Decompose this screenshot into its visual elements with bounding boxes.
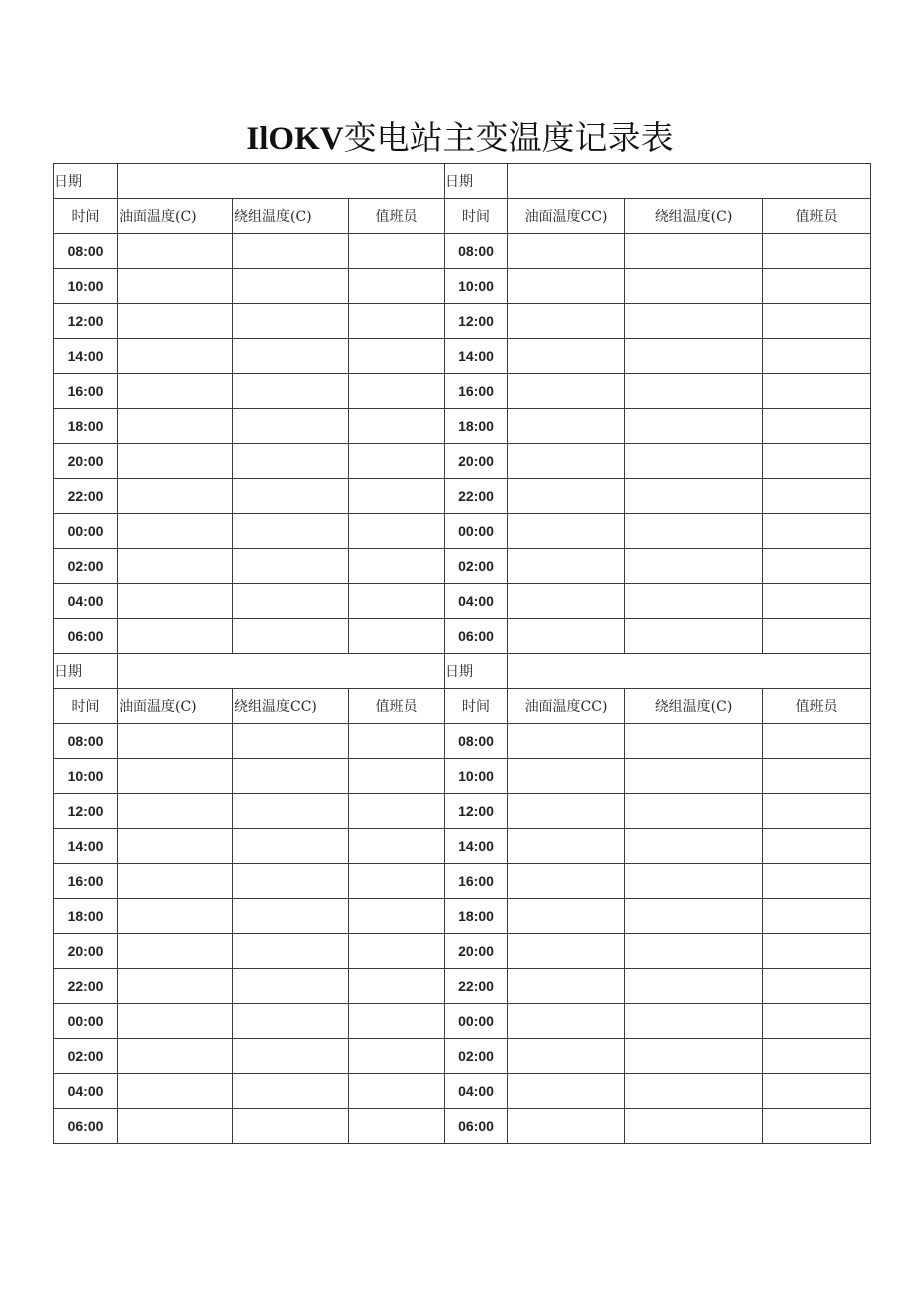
time-cell: 18:00 — [445, 409, 508, 444]
time-cell: 16:00 — [445, 864, 508, 899]
duty-cell[interactable] — [349, 724, 445, 759]
oil-temp-cell[interactable] — [508, 934, 625, 969]
table-row — [54, 444, 871, 479]
date-label: 日期 — [445, 654, 508, 689]
time-cell: 10:00 — [54, 759, 118, 794]
oil-temp-cell[interactable] — [508, 339, 625, 374]
header-row — [54, 689, 871, 724]
winding-temp-cell[interactable] — [233, 759, 349, 794]
oil-temp-cell[interactable] — [118, 619, 233, 654]
duty-cell[interactable] — [763, 304, 871, 339]
duty-cell[interactable] — [349, 934, 445, 969]
page-title — [0, 112, 920, 159]
duty-cell[interactable] — [349, 234, 445, 269]
duty-cell[interactable] — [763, 549, 871, 584]
duty-cell[interactable] — [763, 514, 871, 549]
time-cell: 08:00 — [54, 724, 118, 759]
oil-temp-cell[interactable] — [508, 829, 625, 864]
time-cell: 12:00 — [54, 794, 118, 829]
oil-temp-header: 油面温度(C) — [118, 199, 233, 234]
oil-temp-cell[interactable] — [508, 1074, 625, 1109]
time-cell: 06:00 — [54, 619, 118, 654]
oil-temp-cell[interactable] — [508, 514, 625, 549]
date-label: 日期 — [445, 164, 508, 199]
table-row — [54, 829, 871, 864]
time-cell: 20:00 — [445, 934, 508, 969]
winding-temp-cell[interactable] — [233, 339, 349, 374]
oil-temp-cell[interactable] — [508, 1039, 625, 1074]
duty-cell[interactable] — [349, 339, 445, 374]
time-cell: 08:00 — [445, 724, 508, 759]
duty-cell[interactable] — [763, 1004, 871, 1039]
duty-cell[interactable] — [763, 899, 871, 934]
duty-cell[interactable] — [763, 479, 871, 514]
winding-temp-cell[interactable] — [625, 1074, 763, 1109]
date-row — [54, 654, 871, 689]
winding-temp-cell[interactable] — [625, 934, 763, 969]
time-cell: 12:00 — [445, 794, 508, 829]
table-row — [54, 864, 871, 899]
header-row — [54, 199, 871, 234]
time-header: 时间 — [445, 199, 508, 234]
time-cell: 00:00 — [54, 514, 118, 549]
time-cell: 08:00 — [54, 234, 118, 269]
duty-cell[interactable] — [349, 794, 445, 829]
oil-temp-cell[interactable] — [508, 269, 625, 304]
table-row — [54, 724, 871, 759]
time-cell: 10:00 — [54, 269, 118, 304]
duty-cell[interactable] — [349, 479, 445, 514]
winding-temp-cell[interactable] — [625, 549, 763, 584]
table-row — [54, 619, 871, 654]
time-cell: 18:00 — [54, 899, 118, 934]
oil-temp-cell[interactable] — [118, 759, 233, 794]
oil-temp-cell[interactable] — [118, 724, 233, 759]
winding-temp-cell[interactable] — [233, 1074, 349, 1109]
time-cell: 16:00 — [54, 864, 118, 899]
oil-temp-cell[interactable] — [508, 479, 625, 514]
time-cell: 16:00 — [54, 374, 118, 409]
oil-temp-cell[interactable] — [118, 934, 233, 969]
time-cell: 20:00 — [54, 444, 118, 479]
duty-cell[interactable] — [349, 864, 445, 899]
table-row — [54, 514, 871, 549]
oil-temp-cell[interactable] — [118, 969, 233, 1004]
time-cell: 16:00 — [445, 374, 508, 409]
oil-temp-cell[interactable] — [508, 724, 625, 759]
oil-temp-cell[interactable] — [508, 374, 625, 409]
oil-temp-cell[interactable] — [508, 1004, 625, 1039]
duty-cell[interactable] — [349, 1039, 445, 1074]
winding-temp-cell[interactable] — [625, 1004, 763, 1039]
time-cell: 00:00 — [445, 514, 508, 549]
duty-cell[interactable] — [349, 619, 445, 654]
winding-temp-cell[interactable] — [625, 1039, 763, 1074]
duty-cell[interactable] — [763, 269, 871, 304]
winding-temp-cell[interactable] — [233, 269, 349, 304]
time-cell: 20:00 — [445, 444, 508, 479]
table-row — [54, 1004, 871, 1039]
winding-temp-cell[interactable] — [625, 234, 763, 269]
oil-temp-header: 油面温度(C) — [118, 689, 233, 724]
winding-temp-cell[interactable] — [233, 934, 349, 969]
oil-temp-cell[interactable] — [118, 269, 233, 304]
duty-cell[interactable] — [349, 899, 445, 934]
winding-temp-cell[interactable] — [625, 969, 763, 1004]
duty-cell[interactable] — [763, 1109, 871, 1144]
oil-temp-cell[interactable] — [118, 549, 233, 584]
winding-temp-cell[interactable] — [625, 374, 763, 409]
duty-cell[interactable] — [349, 969, 445, 1004]
winding-temp-cell[interactable] — [625, 724, 763, 759]
date-field[interactable] — [508, 164, 871, 199]
table-row — [54, 794, 871, 829]
oil-temp-cell[interactable] — [508, 759, 625, 794]
winding-temp-cell[interactable] — [233, 1004, 349, 1039]
time-header: 时间 — [445, 689, 508, 724]
duty-cell[interactable] — [763, 759, 871, 794]
time-cell: 00:00 — [54, 1004, 118, 1039]
duty-cell[interactable] — [349, 829, 445, 864]
table-row — [54, 479, 871, 514]
winding-temp-cell[interactable] — [233, 409, 349, 444]
duty-cell[interactable] — [349, 584, 445, 619]
table-row — [54, 899, 871, 934]
winding-temp-cell[interactable] — [625, 269, 763, 304]
winding-temp-header: 绕组温度(C) — [625, 199, 763, 234]
time-cell: 02:00 — [445, 549, 508, 584]
oil-temp-cell[interactable] — [118, 794, 233, 829]
winding-temp-cell[interactable] — [233, 794, 349, 829]
time-cell: 10:00 — [445, 759, 508, 794]
time-cell: 02:00 — [54, 1039, 118, 1074]
time-cell: 04:00 — [445, 584, 508, 619]
oil-temp-cell[interactable] — [118, 479, 233, 514]
winding-temp-cell[interactable] — [233, 1039, 349, 1074]
oil-temp-cell[interactable] — [118, 1039, 233, 1074]
time-cell: 04:00 — [445, 1074, 508, 1109]
winding-temp-cell[interactable] — [625, 339, 763, 374]
oil-temp-cell[interactable] — [508, 409, 625, 444]
winding-temp-cell[interactable] — [233, 724, 349, 759]
oil-temp-cell[interactable] — [508, 864, 625, 899]
table-row — [54, 234, 871, 269]
oil-temp-cell[interactable] — [118, 864, 233, 899]
table-row — [54, 759, 871, 794]
time-cell: 12:00 — [54, 304, 118, 339]
oil-temp-cell[interactable] — [508, 549, 625, 584]
duty-cell[interactable] — [763, 234, 871, 269]
table-row — [54, 339, 871, 374]
duty-cell[interactable] — [763, 1074, 871, 1109]
duty-cell[interactable] — [763, 444, 871, 479]
oil-temp-cell[interactable] — [508, 584, 625, 619]
oil-temp-cell[interactable] — [118, 1109, 233, 1144]
time-cell: 10:00 — [445, 269, 508, 304]
time-cell: 22:00 — [445, 479, 508, 514]
duty-cell[interactable] — [763, 1039, 871, 1074]
time-cell: 06:00 — [445, 1109, 508, 1144]
duty-cell[interactable] — [763, 619, 871, 654]
title-latin: IlOKV — [246, 121, 344, 157]
date-field[interactable] — [118, 654, 445, 689]
winding-temp-cell[interactable] — [625, 619, 763, 654]
oil-temp-cell[interactable] — [118, 514, 233, 549]
oil-temp-cell[interactable] — [508, 794, 625, 829]
time-cell: 02:00 — [54, 549, 118, 584]
duty-cell[interactable] — [763, 584, 871, 619]
time-cell: 12:00 — [445, 304, 508, 339]
oil-temp-cell[interactable] — [508, 969, 625, 1004]
duty-header: 值班员 — [763, 689, 871, 724]
table-row — [54, 1039, 871, 1074]
duty-cell[interactable] — [349, 549, 445, 584]
oil-temp-cell[interactable] — [118, 829, 233, 864]
oil-temp-cell[interactable] — [508, 899, 625, 934]
date-label: 日期 — [54, 654, 118, 689]
table-row — [54, 1074, 871, 1109]
table-row — [54, 304, 871, 339]
oil-temp-header: 油面温度CC) — [508, 199, 625, 234]
duty-cell[interactable] — [349, 374, 445, 409]
table-body — [54, 164, 871, 1144]
duty-cell[interactable] — [763, 864, 871, 899]
winding-temp-cell[interactable] — [233, 969, 349, 1004]
time-cell: 00:00 — [445, 1004, 508, 1039]
winding-temp-cell[interactable] — [625, 794, 763, 829]
title-cjk: 变电站主变温度记录表 — [343, 118, 674, 157]
duty-cell[interactable] — [763, 969, 871, 1004]
duty-header: 值班员 — [763, 199, 871, 234]
duty-cell[interactable] — [349, 1074, 445, 1109]
oil-temp-cell[interactable] — [118, 304, 233, 339]
time-cell: 02:00 — [445, 1039, 508, 1074]
winding-temp-header: 绕组温度(C) — [625, 689, 763, 724]
time-cell: 22:00 — [54, 479, 118, 514]
oil-temp-cell[interactable] — [118, 1074, 233, 1109]
time-cell: 04:00 — [54, 1074, 118, 1109]
winding-temp-cell[interactable] — [233, 304, 349, 339]
duty-cell[interactable] — [349, 1109, 445, 1144]
oil-temp-cell[interactable] — [118, 584, 233, 619]
duty-cell[interactable] — [763, 409, 871, 444]
duty-cell[interactable] — [349, 444, 445, 479]
table-row — [54, 584, 871, 619]
table-row — [54, 409, 871, 444]
time-cell: 22:00 — [54, 969, 118, 1004]
temperature-record-table — [53, 163, 871, 1144]
duty-cell[interactable] — [349, 1004, 445, 1039]
duty-cell[interactable] — [349, 304, 445, 339]
time-cell: 20:00 — [54, 934, 118, 969]
winding-temp-cell[interactable] — [625, 829, 763, 864]
time-header: 时间 — [54, 199, 118, 234]
winding-temp-cell[interactable] — [233, 444, 349, 479]
duty-header: 值班员 — [349, 689, 445, 724]
oil-temp-header: 油面温度CC) — [508, 689, 625, 724]
winding-temp-cell[interactable] — [233, 899, 349, 934]
table-row — [54, 374, 871, 409]
time-cell: 06:00 — [445, 619, 508, 654]
date-label: 日期 — [54, 164, 118, 199]
winding-temp-cell[interactable] — [625, 584, 763, 619]
winding-temp-cell[interactable] — [233, 1109, 349, 1144]
duty-cell[interactable] — [763, 829, 871, 864]
winding-temp-cell[interactable] — [233, 829, 349, 864]
oil-temp-cell[interactable] — [508, 619, 625, 654]
time-cell: 08:00 — [445, 234, 508, 269]
duty-cell[interactable] — [763, 724, 871, 759]
oil-temp-cell[interactable] — [508, 234, 625, 269]
winding-temp-cell[interactable] — [625, 409, 763, 444]
time-cell: 06:00 — [54, 1109, 118, 1144]
time-cell: 04:00 — [54, 584, 118, 619]
winding-temp-cell[interactable] — [625, 304, 763, 339]
oil-temp-cell[interactable] — [118, 1004, 233, 1039]
oil-temp-cell[interactable] — [118, 339, 233, 374]
oil-temp-cell[interactable] — [118, 409, 233, 444]
duty-cell[interactable] — [763, 794, 871, 829]
winding-temp-cell[interactable] — [233, 374, 349, 409]
oil-temp-cell[interactable] — [118, 899, 233, 934]
duty-cell[interactable] — [763, 934, 871, 969]
duty-cell[interactable] — [349, 759, 445, 794]
oil-temp-cell[interactable] — [118, 444, 233, 479]
oil-temp-cell[interactable] — [118, 234, 233, 269]
table-row — [54, 969, 871, 1004]
table-row — [54, 549, 871, 584]
winding-temp-cell[interactable] — [625, 899, 763, 934]
duty-cell[interactable] — [349, 409, 445, 444]
winding-temp-cell[interactable] — [233, 234, 349, 269]
table-row — [54, 934, 871, 969]
oil-temp-cell[interactable] — [508, 444, 625, 479]
oil-temp-cell[interactable] — [118, 374, 233, 409]
time-cell: 14:00 — [445, 829, 508, 864]
duty-cell[interactable] — [349, 514, 445, 549]
time-cell: 18:00 — [445, 899, 508, 934]
duty-cell[interactable] — [763, 339, 871, 374]
date-field[interactable] — [508, 654, 871, 689]
time-cell: 14:00 — [54, 339, 118, 374]
time-cell: 14:00 — [54, 829, 118, 864]
duty-header: 值班员 — [349, 199, 445, 234]
oil-temp-cell[interactable] — [508, 1109, 625, 1144]
time-cell: 22:00 — [445, 969, 508, 1004]
winding-temp-cell[interactable] — [233, 549, 349, 584]
winding-temp-cell[interactable] — [233, 584, 349, 619]
time-header: 时间 — [54, 689, 118, 724]
duty-cell[interactable] — [763, 374, 871, 409]
date-row — [54, 164, 871, 199]
winding-temp-cell[interactable] — [625, 759, 763, 794]
winding-temp-cell[interactable] — [233, 864, 349, 899]
table-row — [54, 1109, 871, 1144]
winding-temp-header: 绕组温度(C) — [233, 199, 349, 234]
winding-temp-cell[interactable] — [233, 619, 349, 654]
winding-temp-header: 绕组温度CC) — [233, 689, 349, 724]
date-field[interactable] — [118, 164, 445, 199]
winding-temp-cell[interactable] — [625, 1109, 763, 1144]
table-row — [54, 269, 871, 304]
time-cell: 18:00 — [54, 409, 118, 444]
time-cell: 14:00 — [445, 339, 508, 374]
oil-temp-cell[interactable] — [508, 304, 625, 339]
winding-temp-cell[interactable] — [625, 864, 763, 899]
winding-temp-cell[interactable] — [233, 514, 349, 549]
winding-temp-cell[interactable] — [233, 479, 349, 514]
winding-temp-cell[interactable] — [625, 479, 763, 514]
winding-temp-cell[interactable] — [625, 444, 763, 479]
duty-cell[interactable] — [349, 269, 445, 304]
winding-temp-cell[interactable] — [625, 514, 763, 549]
